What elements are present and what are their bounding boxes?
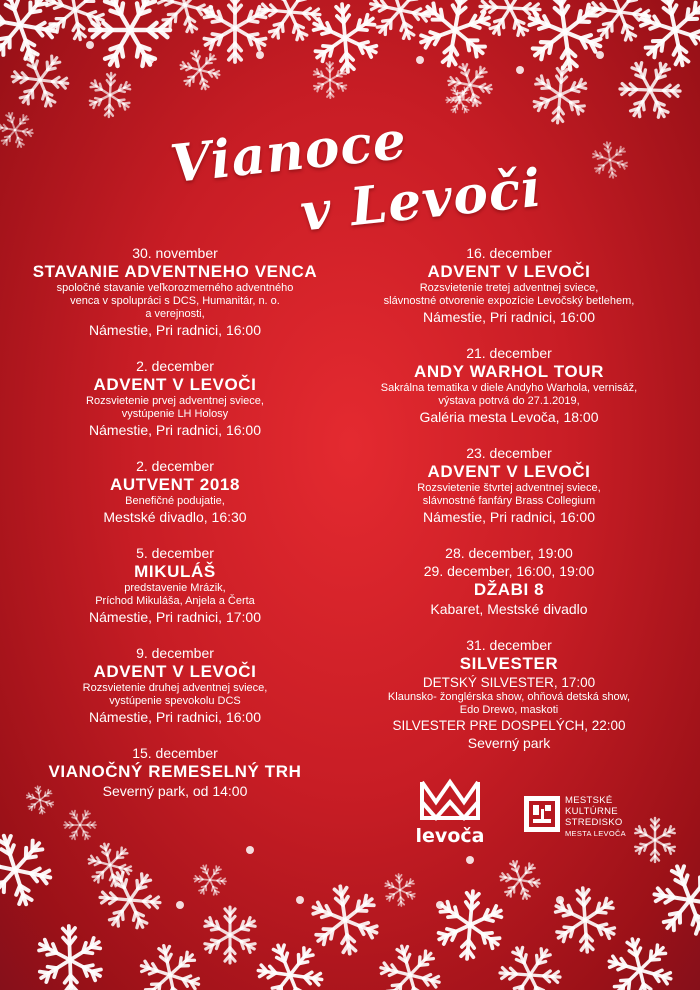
event-title: ADVENT V LEVOČI [93,662,257,681]
event-location: Námestie, Pri radnici, 16:00 [89,422,261,438]
event-item [334,444,684,526]
levoca-logo [410,778,490,847]
event-item [0,744,350,800]
event-title: ANDY WARHOL TOUR [413,362,604,381]
event-location: Námestie, Pri radnici, 16:00 [89,322,261,338]
event-location: Galéria mesta Levoča, 18:00 [419,409,599,425]
event-location: Námestie, Pri radnici, 16:00 [423,309,595,325]
event-desc: výstava potrvá do 27.1.2019, [438,395,580,407]
event-title: ADVENT V LEVOČI [93,375,257,394]
event-title: VIANOČNÝ REMESELNÝ TRH [48,762,302,781]
event-item [334,344,684,426]
event-date: 2. december [136,458,214,474]
event-location: Námestie, Pri radnici, 16:00 [89,709,261,725]
event-date: 23. december [466,445,552,461]
mks-text [565,795,626,839]
event-desc: Rozsvietenie prvej adventnej sviece, [86,395,264,407]
event-title: AUTVENT 2018 [109,475,241,494]
event-location: Mestské divadlo, 16:30 [103,509,247,525]
event-desc: vystúpenie LH Holosy [121,408,229,420]
event-desc: Príchod Mikuláša, Anjela a Čerta [95,595,255,607]
event-location: Severný park, od 14:00 [102,783,248,799]
event-desc: Rozsvietenie druhej adventnej sviece, [82,682,268,694]
event-date: 9. december [136,645,214,661]
mks-emblem-icon [523,795,561,833]
event-location: Námestie, Pri radnici, 17:00 [89,609,261,625]
event-desc: Klaunsko- žonglérska show, ohňová detská show, [387,691,631,703]
event-list-right [334,244,684,770]
event-subtitle: DETSKÝ SILVESTER, 17:00 [422,675,596,690]
event-date: 28. december, 19:00 [445,545,573,561]
mks-line: MESTSKÉ [565,795,613,806]
event-item [334,636,684,752]
event-title: DŽABI 8 [473,580,545,599]
mks-logo [523,795,633,838]
event-date: 5. december [136,545,214,561]
event-item [0,457,350,526]
event-desc: a verejnosti, [145,308,205,320]
event-title: ADVENT V LEVOČI [427,262,591,281]
mks-line: STREDISKO [565,817,623,828]
event-desc: venca v spolupráci s DCS, Humanitár, n. o. [70,295,280,307]
event-item [334,244,684,326]
mks-line: KULTÚRNE [565,806,618,817]
event-date: 30. november [132,245,218,261]
event-location: Severný park [467,735,551,751]
event-item [0,544,350,626]
event-desc: predstavenie Mrázik, [124,582,226,594]
event-desc: Rozsvietenie štvrtej adventnej sviece, [417,482,601,494]
event-title: SILVESTER [459,654,559,673]
event-desc: slávnostné otvorenie expozície Levočský betlehem, [383,295,635,307]
event-subtitle: SILVESTER PRE DOSPELÝCH, 22:00 [392,718,626,733]
event-desc: slávnostné fanfáry Brass Collegium [422,495,596,507]
event-desc: Rozsvietenie tretej adventnej sviece, [419,282,599,294]
event-date-2: 29. december, 16:00, 19:00 [423,563,595,579]
event-title: ADVENT V LEVOČI [427,462,591,481]
event-date: 31. december [466,637,552,653]
event-list-left [0,244,350,818]
event-date: 21. december [466,345,552,361]
event-item [0,644,350,726]
event-location: Kabaret, Mestské divadlo [430,601,588,617]
event-date: 15. december [132,745,218,761]
event-item [0,357,350,439]
event-desc: Sakrálna tematika v diele Andyho Warhola, vernisáž, [380,382,638,394]
event-desc: vystúpenie spevokolu DCS [109,695,241,707]
event-date: 16. december [466,245,552,261]
levoca-wordmark: levoča [415,825,485,847]
event-item [334,544,684,618]
event-date: 2. december [136,358,214,374]
mks-line: MESTA LEVOČA [565,829,626,838]
title-line-2: v Levoči [297,157,545,244]
event-title: STAVANIE ADVENTNEHO VENCA [32,262,318,281]
event-desc: Edo Drewo, maskoti [459,704,559,716]
crown-icon [418,778,482,822]
event-title: MIKULÁŠ [134,562,216,581]
event-location: Námestie, Pri radnici, 16:00 [423,509,595,525]
event-desc: Benefičné podujatie, [125,495,225,507]
event-item [0,244,350,339]
event-desc: spoločné stavanie veľkorozmerného adventného [56,282,294,294]
title-line-1: Vianoce [167,109,410,196]
